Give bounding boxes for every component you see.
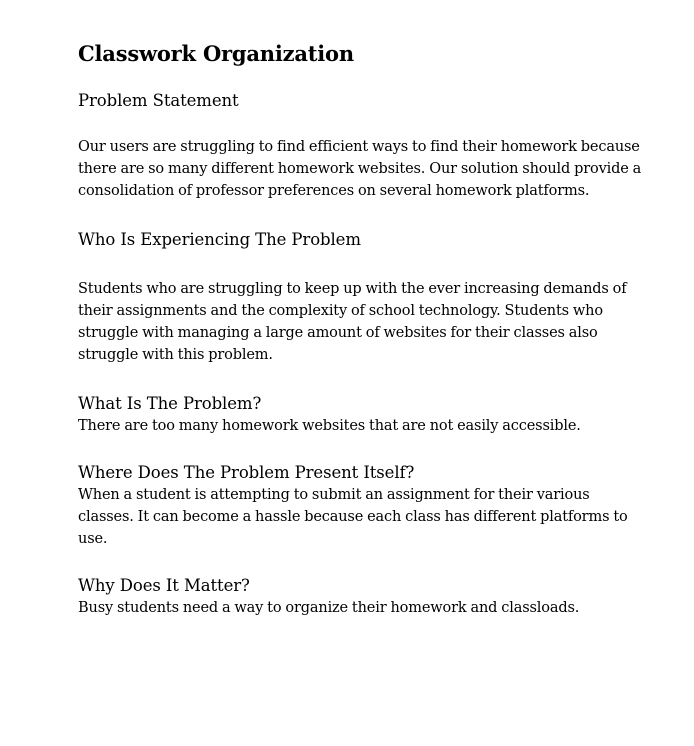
section-heading-who-is-experiencing: Who Is Experiencing The Problem bbox=[78, 230, 361, 249]
section-heading-problem-statement: Problem Statement bbox=[78, 91, 239, 110]
section-heading-why-does-it-matter: Why Does It Matter? bbox=[78, 576, 250, 595]
section-body-why-does-it-matter: Busy students need a way to organize their homework and classloads. bbox=[78, 600, 580, 616]
section-body-what-is-the-problem: There are too many homework websites that are not easily accessible. bbox=[78, 418, 581, 434]
page-title: Classwork Organization bbox=[78, 41, 354, 66]
section-body-problem-statement: Our users are struggling to find efficient ways to find their homework because there are so many different homework websites. Our solution should provide a consolidation of professor preferences on several homework platforms. bbox=[78, 139, 642, 199]
section-heading-where-does-it-present: Where Does The Problem Present Itself? bbox=[78, 463, 415, 482]
section-body-where-does-it-present: When a student is attempting to submit an assignment for their various classes. It can become a hassle because each class has different platforms to use. bbox=[78, 487, 628, 547]
document-page bbox=[78, 40, 648, 619]
section-body-who-is-experiencing: Students who are struggling to keep up with the ever increasing demands of their assignments and the complexity of school technology. Students who struggle with managing a large amount of websites for their classes also struggle with this problem. bbox=[78, 281, 627, 363]
section-heading-what-is-the-problem: What Is The Problem? bbox=[78, 394, 262, 413]
